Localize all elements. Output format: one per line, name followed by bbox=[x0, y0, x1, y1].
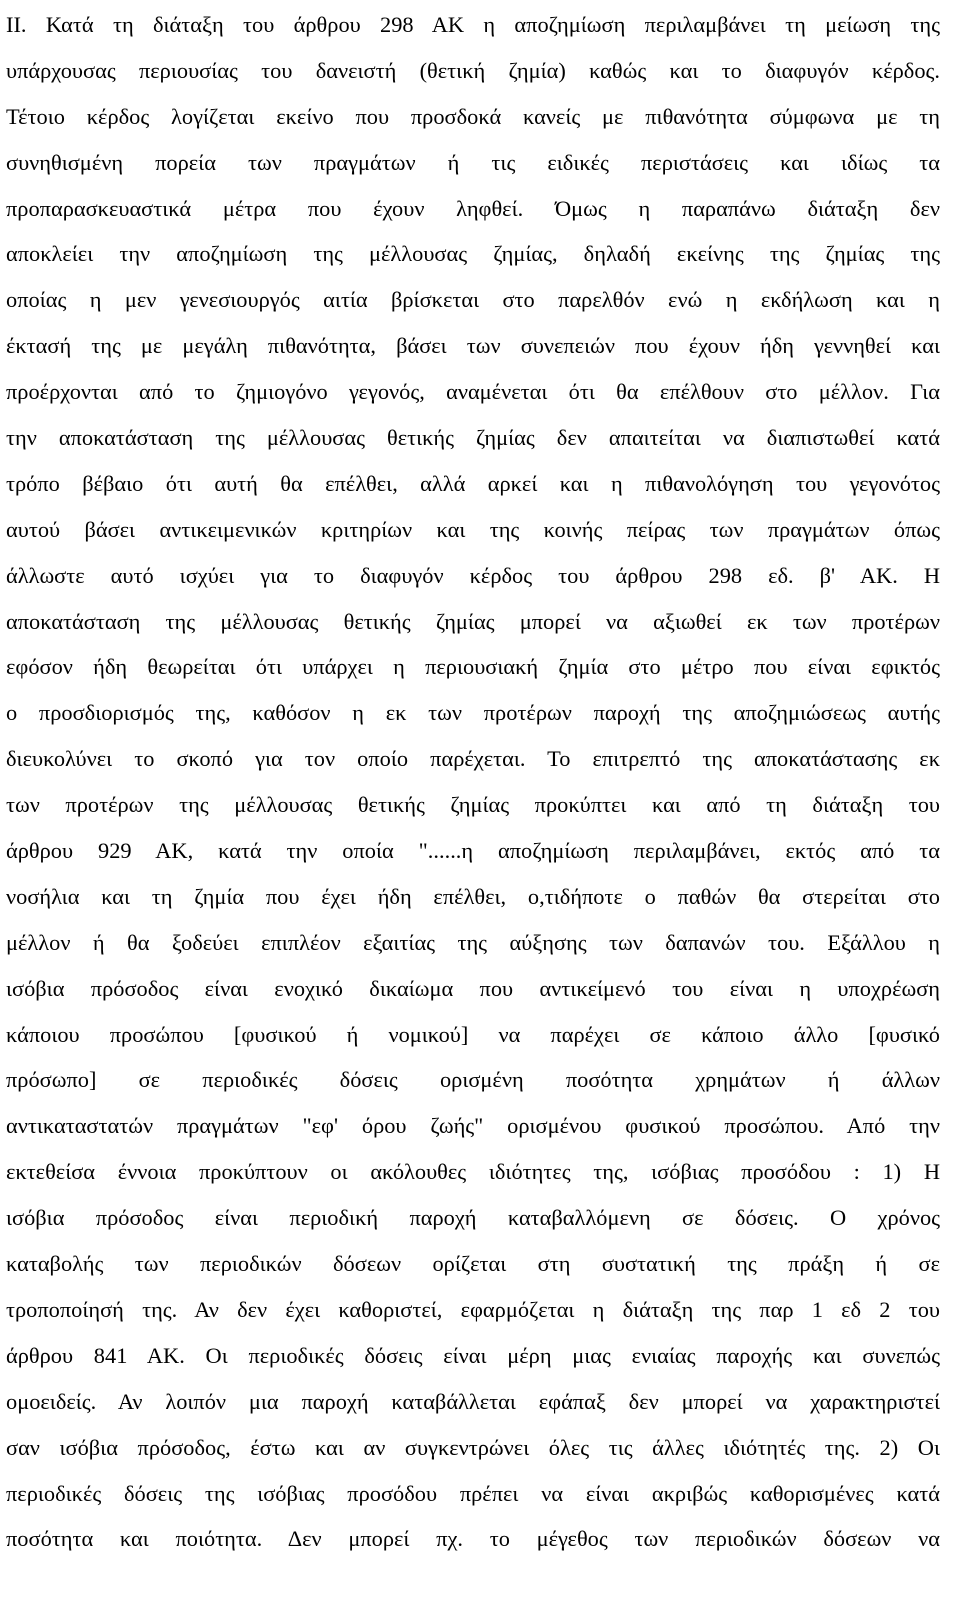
text-line: II. Κατά τη διάταξη του άρθρου 298 ΑΚ η αποζημίωση περιλαμβάνει τη μείωση της bbox=[6, 12, 940, 37]
text-line: αυτού βάσει αντικειμενικών κριτηρίων και της κοινής πείρας των πραγμάτων όπως bbox=[6, 516, 940, 542]
text-line: οποίας η μεν γενεσιουργός αιτία βρίσκεται στο παρελθόν ενώ η εκδήλωση και η bbox=[6, 287, 940, 313]
text-line: ποσότητα και ποιότητα. Δεν μπορεί πχ. το μέγεθος των περιοδικών δόσεων να bbox=[6, 1526, 940, 1552]
text-line: εφόσον ήδη θεωρείται ότι υπάρχει η περιουσιακή ζημία στο μέτρο που είναι εφικτός bbox=[6, 654, 940, 680]
text-line: εκτεθείσα έννοια προκύπτουν οι ακόλουθες ιδιότητες της, ισόβιας προσόδου : 1) Η bbox=[6, 1159, 940, 1185]
text-line: πρόσωπο] σε περιοδικές δόσεις ορισμένη ποσότητα χρημάτων ή άλλων bbox=[6, 1067, 940, 1093]
text-line: ομοειδείς. Αν λοιπόν μια παροχή καταβάλλεται εφάπαξ δεν μπορεί να χαρακτηριστεί bbox=[6, 1388, 940, 1414]
text-line: την αποκατάσταση της μέλλουσας θετικής ζημίας δεν απαιτείται να διαπιστωθεί κατά bbox=[6, 425, 940, 451]
text-line: περιοδικές δόσεις της ισόβιας προσόδου πρέπει να είναι ακριβώς καθορισμένες κατά bbox=[6, 1480, 940, 1506]
text-line: άλλωστε αυτό ισχύει για το διαφυγόν κέρδος του άρθρου 298 εδ. β' ΑΚ. Η bbox=[6, 562, 940, 588]
text-line: μέλλον ή θα ξοδεύει επιπλέον εξαιτίας της αύξησης των δαπανών του. Εξάλλου η bbox=[6, 929, 940, 955]
text-line: αντικαταστατών πραγμάτων "εφ' όρου ζωής" ορισμένου φυσικού προσώπου. Από την bbox=[6, 1113, 940, 1139]
text-line: τρόπο βέβαιο ότι αυτή θα επέλθει, αλλά αρκεί και η πιθανολόγηση του γεγονότος bbox=[6, 470, 940, 496]
text-line: ισόβια πρόσοδος είναι ενοχικό δικαίωμα που αντικείμενό του είναι η υποχρέωση bbox=[6, 975, 940, 1001]
text-line: κάποιου προσώπου [φυσικού ή νομικού] να παρέχει σε κάποιο άλλο [φυσικό bbox=[6, 1021, 940, 1047]
text-line: ο προσδιορισμός της, καθόσον η εκ των προτέρων παροχή της αποζημιώσεως αυτής bbox=[6, 700, 940, 726]
text-line: ισόβια πρόσοδος είναι περιοδική παροχή καταβαλλόμενη σε δόσεις. Ο χρόνος bbox=[6, 1205, 940, 1231]
text-line: έκτασή της με μεγάλη πιθανότητα, βάσει των συνεπειών που έχουν ήδη γεννηθεί και bbox=[6, 333, 940, 359]
text-line: Τέτοιο κέρδος λογίζεται εκείνο που προσδοκά κανείς με πιθανότητα σύμφωνα με τη bbox=[6, 103, 940, 129]
text-line: προπαρασκευαστικά μέτρα που έχουν ληφθεί. Όμως η παραπάνω διάταξη δεν bbox=[6, 195, 940, 221]
text-line: υπάρχουσας περιουσίας του δανειστή (θετική ζημία) καθώς και το διαφυγόν κέρδος. bbox=[6, 57, 940, 83]
text-line: σαν ισόβια πρόσοδος, έστω και αν συγκεντρώνει όλες τις άλλες ιδιότητές της. 2) Οι bbox=[6, 1434, 940, 1460]
text-line: διευκολύνει το σκοπό για τον οποίο παρέχεται. Το επιτρεπτό της αποκατάστασης εκ bbox=[6, 746, 940, 772]
document-body bbox=[6, 2, 940, 1562]
text-line: αποκλείει την αποζημίωση της μέλλουσας ζημίας, δηλαδή εκείνης της ζημίας της bbox=[6, 241, 940, 267]
text-line: τροποποίησή της. Αν δεν έχει καθοριστεί, εφαρμόζεται η διάταξη της παρ 1 εδ 2 του bbox=[6, 1296, 940, 1322]
text-line: άρθρου 841 ΑΚ. Οι περιοδικές δόσεις είναι μέρη μιας ενιαίας παροχής και συνεπώς bbox=[6, 1342, 940, 1368]
text-line: νοσήλια και τη ζημία που έχει ήδη επέλθει, ο,τιδήποτε ο παθών θα στερείται στο bbox=[6, 883, 940, 909]
text-line: αποκατάσταση της μέλλουσας θετικής ζημίας μπορεί να αξιωθεί εκ των προτέρων bbox=[6, 608, 940, 634]
text-line: προέρχονται από το ζημιογόνο γεγονός, αναμένεται ότι θα επέλθουν στο μέλλον. Για bbox=[6, 379, 940, 405]
text-line: άρθρου 929 ΑΚ, κατά την οποία "......η αποζημίωση περιλαμβάνει, εκτός από τα bbox=[6, 838, 940, 864]
text-line: καταβολής των περιοδικών δόσεων ορίζεται στη συστατική της πράξη ή σε bbox=[6, 1251, 940, 1277]
text-line: των προτέρων της μέλλουσας θετικής ζημίας προκύπτει και από τη διάταξη του bbox=[6, 792, 940, 818]
text-line: συνηθισμένη πορεία των πραγμάτων ή τις ειδικές περιστάσεις και ιδίως τα bbox=[6, 149, 940, 175]
